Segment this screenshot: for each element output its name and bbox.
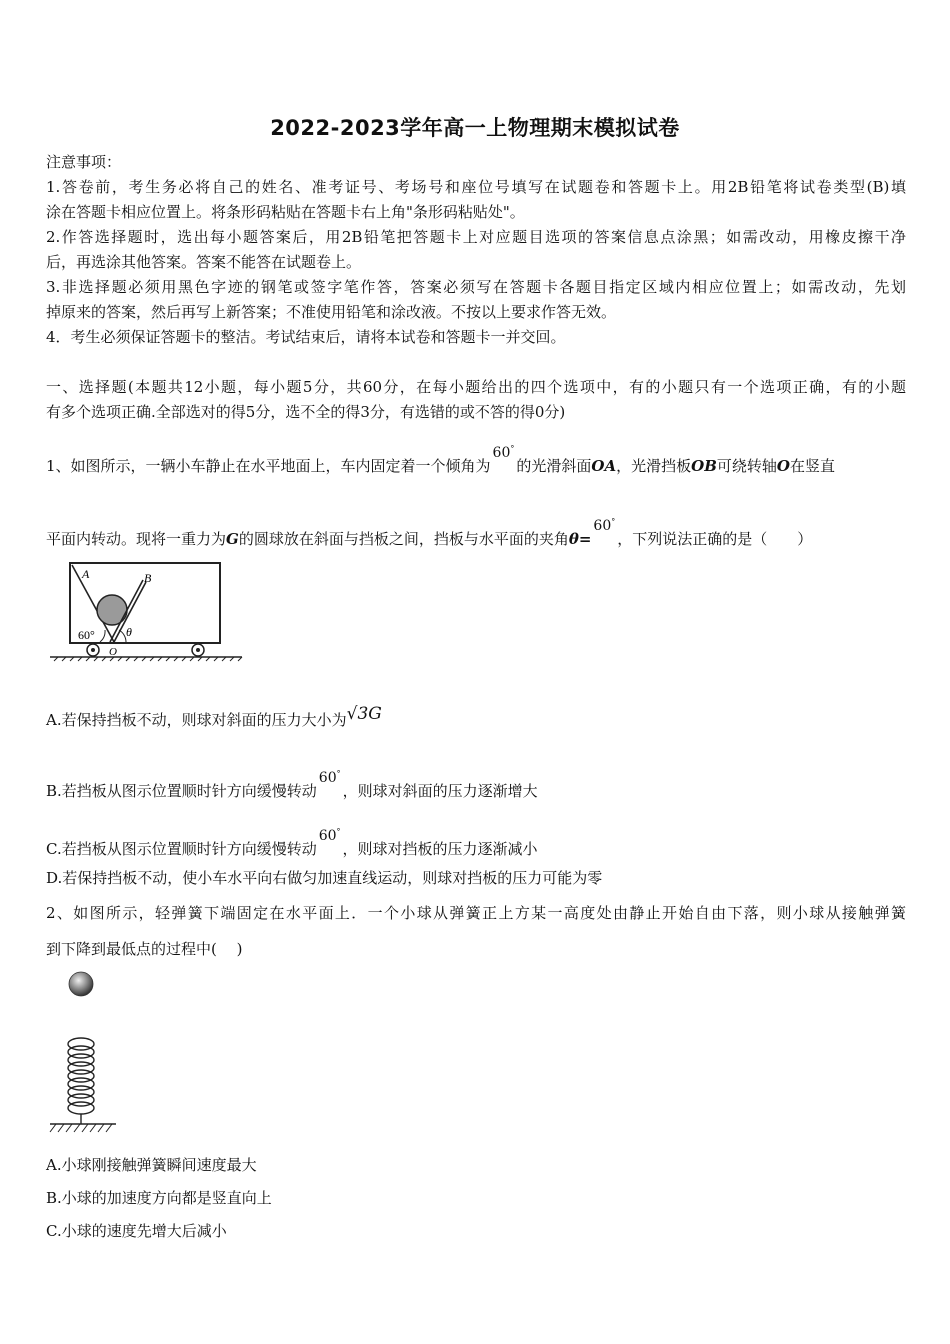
q1-theta-value: 60° — [593, 517, 616, 534]
label-a: A — [82, 567, 90, 581]
q1-option-c: C.若挡板从图示位置顺时针方向缓慢转动$^{60^\circ}$，则球对挡板的压力逐渐减小 — [46, 827, 538, 858]
q1-ob: OB — [691, 457, 717, 475]
notice-line-2: 涂在答题卡相应位置上。将条形码粘贴在答题卡右上角"条形码粘贴处"。 — [46, 203, 525, 221]
q1-option-d: D.若保持挡板不动，使小车水平向右做匀加速直线运动，则球对挡板的压力可能为零 — [46, 869, 603, 887]
q1-option-a: A.若保持挡板不动，则球对斜面的压力大小为√3G — [46, 704, 382, 729]
q2-stem-line-2: 到下降到最低点的过程中( ) — [46, 940, 243, 958]
q1-angle: 60° — [492, 444, 515, 461]
notice-heading: 注意事项： — [46, 153, 122, 171]
notice-line-3: 2.作答选择题时，选出每小题答案后，用2B铅笔把答题卡上对应题目选项的答案信息点涂黑；如需改动，用橡皮擦干净 — [46, 228, 906, 246]
q2-option-c: C.小球的速度先增大后减小 — [46, 1222, 227, 1240]
falling-ball — [69, 972, 93, 996]
q1-theta: θ= — [568, 530, 592, 548]
section-heading-line-2: 有多个选项正确.全部选对的得5分，选不全的得3分，有选错的或不答的得0分) — [46, 403, 566, 421]
notice-line-4: 后，再选涂其他答案。答案不能答在试题卷上。 — [46, 253, 362, 271]
notice-line-7: 4．考生必须保证答题卡的整洁。考试结束后，请将本试卷和答题卡一并交回。 — [46, 328, 566, 346]
q1-option-b: B.若挡板从图示位置顺时针方向缓慢转动$^{60^\circ}$，则球对斜面的压力逐渐增大 — [46, 769, 538, 800]
label-angle-60: 60° — [78, 628, 95, 642]
q1-stem-line-2: 平面内转动。现将一重力为G的圆球放在斜面与挡板之间，挡板与水平面的夹角θ=$^{60^\circ}$，下列说法正确的是（ ） — [46, 517, 813, 548]
notice-line-5: 3.非选择题必须用黑色字迹的钢笔或签字笔作答，答案必须写在答题卡各题目指定区域内相应位置上；如需改动，先划 — [46, 278, 906, 296]
q1-o: O — [776, 457, 790, 475]
angle-arc-60 — [100, 630, 105, 642]
q1-text: 1、如图所示，一辆小车静止在水平地面上，车内固定着一个倾角为 — [46, 457, 491, 475]
page-title: 2022-2023学年高一上物理期末模拟试卷 — [270, 116, 680, 140]
q1-option-a-expr: √3G — [346, 704, 382, 724]
notice-line-6: 掉原来的答案，然后再写上新答案；不准使用铅笔和涂改液。不按以上要求作答无效。 — [46, 303, 617, 321]
ball — [97, 595, 127, 625]
q2-stem-line-1: 2、如图所示，轻弹簧下端固定在水平面上．一个小球从弹簧正上方某一高度处由静止开始自由下落，则小球从接触弹簧 — [46, 904, 906, 922]
q2-option-a: A.小球刚接触弹簧瞬间速度最大 — [46, 1156, 257, 1174]
q1-stem-line-1: 1、如图所示，一辆小车静止在水平地面上，车内固定着一个倾角为$^{60^\circ}$的光滑斜面OA，光滑挡板OB可绕转轴O在竖直 — [46, 444, 835, 475]
notice-line-1: 1.答卷前，考生务必将自己的姓名、准考证号、考场号和座位号填写在试题卷和答题卡上。用2B铅笔将试卷类型(B)填 — [46, 178, 906, 196]
spring-coils — [68, 1038, 94, 1114]
q1-oa: OA — [591, 457, 617, 475]
q1-figure-cart — [48, 560, 244, 664]
label-b: B — [144, 571, 152, 585]
section-heading-line-1: 一、选择题(本题共12小题，每小题5分，共60分，在每小题给出的四个选项中，有的小题只有一个选项正确，有的小题 — [46, 378, 906, 396]
q2-figure-spring — [46, 968, 118, 1138]
q1-g: G — [226, 530, 239, 548]
label-theta: θ — [126, 625, 132, 639]
label-o: O — [109, 646, 117, 658]
q2-option-b: B.小球的加速度方向都是竖直向上 — [46, 1189, 272, 1207]
